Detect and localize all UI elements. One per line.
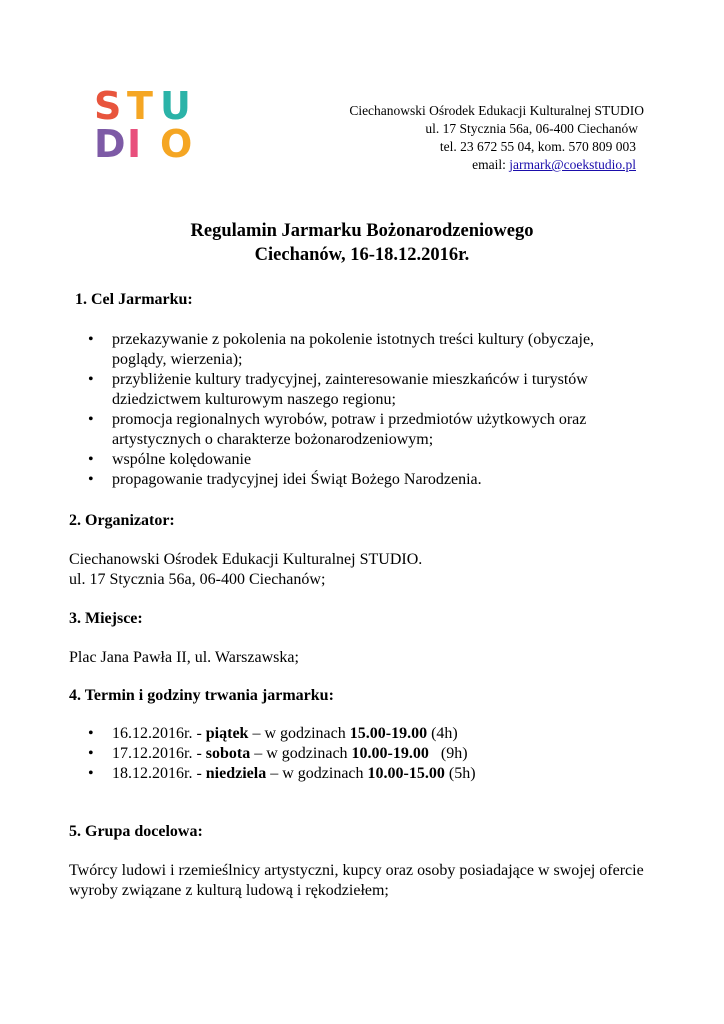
section-5-heading: 5. Grupa docelowa: <box>69 823 203 840</box>
studio-logo <box>94 85 198 161</box>
schedule-duration: (5h) <box>444 765 476 782</box>
schedule-item <box>88 764 648 784</box>
header-email-line <box>349 156 644 174</box>
schedule-date: 17.12.2016r. - <box>112 745 206 762</box>
schedule-duration: (9h) <box>428 745 468 762</box>
logo-letter-s: S <box>94 85 122 128</box>
list-item: • propagowanie tradycyjnej idei Świąt Bożego Narodzenia. <box>88 470 648 490</box>
title-line-2: Ciechanów, 16-18.12.2016r. <box>254 245 470 265</box>
list-item: • przekazywanie z pokolenia na pokolenie istotnych treści kultury (obyczaje, poglądy, wierzenia); <box>88 330 648 370</box>
section-3-heading: 3. Miejsce: <box>69 610 143 627</box>
section-4-heading: 4. Termin i godziny trwania jarmarku: <box>69 687 334 704</box>
header-org-name: Ciechanowski Ośrodek Edukacji Kulturalnej STUDIO <box>349 103 644 118</box>
schedule-day: sobota <box>205 745 251 762</box>
organizer-address: ul. 17 Stycznia 56a, 06-400 Ciechanów; <box>69 571 326 588</box>
schedule-duration: (4h) <box>427 725 458 742</box>
schedule-text: – w godzinach <box>250 745 352 762</box>
schedule-day: niedziela <box>205 765 267 782</box>
email-link[interactable]: jarmark@coekstudio.pl <box>509 157 636 172</box>
schedule-item <box>88 744 648 764</box>
schedule-hours: 10.00-15.00 <box>367 765 445 782</box>
section-4-list <box>88 724 648 784</box>
list-item: • promocja regionalnych wyrobów, potraw i przedmiotów użytkowych oraz artystycznych o charakterze bożonarodzeniowym; <box>88 410 648 450</box>
schedule-day: piątek <box>205 725 249 742</box>
list-item: • wspólne kolędowanie <box>88 450 648 470</box>
logo-letter-d: D <box>94 122 126 161</box>
logo-letter-o: O <box>160 122 193 161</box>
header-email-label: email: <box>472 157 506 172</box>
list-item: • przybliżenie kultury tradycyjnej, zainteresowanie mieszkańców i turystów dziedzictwem kulturowym naszego regionu; <box>88 370 648 410</box>
organizer-name: Ciechanowski Ośrodek Edukacji Kulturalnej STUDIO. <box>69 551 423 568</box>
page-title <box>0 219 724 267</box>
section-2-heading: 2. Organizator: <box>69 512 175 529</box>
logo-letter-t: T <box>127 85 153 128</box>
schedule-hours: 15.00-19.00 <box>349 725 428 742</box>
title-line-1: Regulamin Jarmarku Bożonarodzeniowego <box>190 221 534 241</box>
logo-letter-i: I <box>127 122 142 161</box>
schedule-item <box>88 724 648 744</box>
logo-letter-u: U <box>160 85 191 128</box>
schedule-hours: 10.00-19.00 <box>351 745 429 762</box>
schedule-text: – w godzinach <box>248 725 350 742</box>
schedule-date: 16.12.2016r. - <box>112 725 206 742</box>
header-address <box>349 102 644 174</box>
header-street: ul. 17 Stycznia 56a, 06-400 Ciechanów <box>425 121 638 136</box>
schedule-date: 18.12.2016r. - <box>112 765 206 782</box>
section-1-list <box>88 330 648 490</box>
header-phone: tel. 23 672 55 04, kom. 570 809 003 <box>439 139 636 154</box>
section-3-text: Plac Jana Pawła II, ul. Warszawska; <box>69 649 299 666</box>
section-2-text <box>69 550 669 590</box>
schedule-text: – w godzinach <box>266 765 368 782</box>
section-1-heading: 1. Cel Jarmarku: <box>75 291 193 308</box>
section-5-text: Twórcy ludowi i rzemieślnicy artystyczni, kupcy oraz osoby posiadające w swojej ofercie wyroby związane z kulturą ludową i rękodziełem; <box>69 862 644 899</box>
